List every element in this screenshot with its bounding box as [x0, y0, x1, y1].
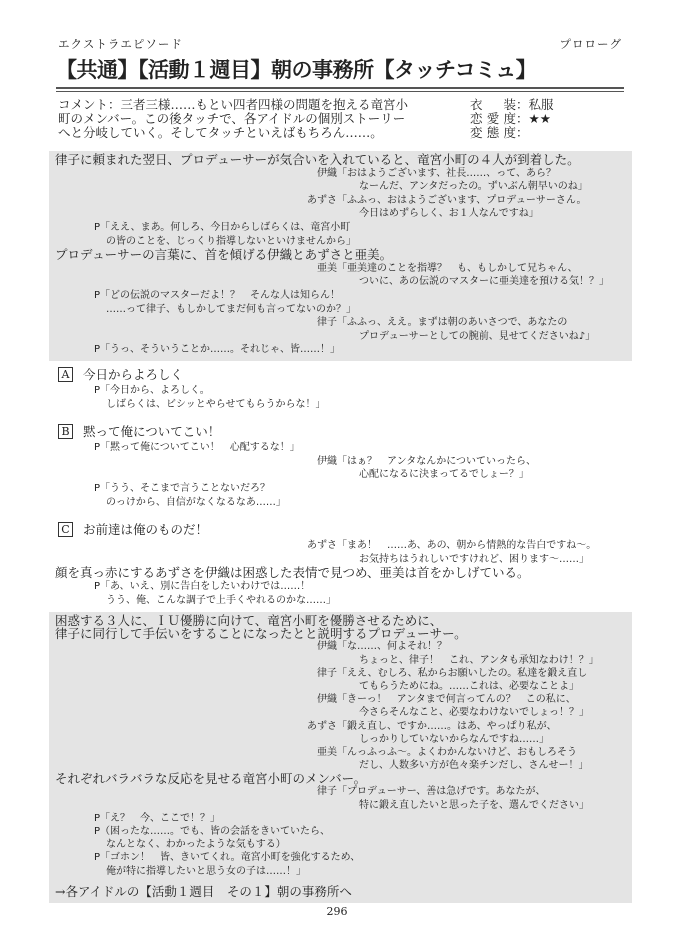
speaker-name: P: [93, 852, 100, 864]
dialogue-line: [49, 539, 632, 553]
dialogue-line: [49, 468, 632, 482]
dialogue-line: [49, 496, 632, 510]
dialogue-line: [49, 706, 632, 719]
dialogue-text: 「黙って俺についてこい！ 心配するな！」: [100, 442, 300, 454]
dialogue-line: [49, 330, 632, 344]
speaker-name: 伊織: [317, 167, 337, 179]
dialogue-text: （困ったな……。でも、皆の会話をきいていたら、: [100, 826, 330, 837]
dialogue-line: [49, 207, 632, 221]
next-scene-link[interactable]: →各アイドルの【活動１週目 その１】朝の事務所へ: [55, 883, 352, 899]
choice-label: 黙って俺についてこい！: [83, 424, 221, 440]
narration-line: プロデューサーの言葉に、首を傾げる伊織とあずさと亜美。: [55, 247, 393, 263]
speaker-name: 伊織: [317, 694, 337, 706]
dialogue-text: 「うう、そこまで言うことないだろ？: [100, 482, 270, 494]
dialogue-text: だし、人数多い方が色々楽チンだし、さんせー！」: [359, 760, 589, 772]
speaker-name: P: [93, 442, 100, 454]
dialogue-text: お気持ちはうれしいですけれど、困ります～……」: [359, 553, 589, 565]
dialogue-text: 「うっ、そういうことか……。それじゃ、皆……！」: [100, 344, 340, 356]
dialogue-text: 「ええ、むしろ、私からお願いしたの。私達を鍛え直し: [337, 667, 588, 679]
speaker-name: P: [93, 812, 100, 824]
choice-letter-box: B: [58, 424, 73, 439]
narration-line: 困惑する３人に、ＩＵ優勝に向けて、竜宮小町を優勝させるために、: [55, 613, 443, 628]
dialogue-text: のっけから、自信がなくなるなあ……」: [106, 496, 286, 508]
dialogue-line: [49, 262, 632, 276]
choice-option-c[interactable]: [49, 521, 632, 537]
dialogue-line: [49, 289, 632, 303]
attribute-value: ★★: [528, 111, 551, 126]
speaker-name: [49, 180, 337, 194]
attribute-sep: ：: [516, 111, 529, 126]
speaker-name: [49, 496, 100, 510]
dialogue-text: なんとなく、わかったような気もする）: [106, 839, 286, 851]
dialogue-text: 「な……、何よそれ！？: [337, 641, 447, 653]
speaker-name: [49, 398, 100, 412]
speaker-name: [49, 865, 100, 878]
speaker-name: P: [93, 482, 100, 494]
dialogue-line: [49, 482, 632, 496]
dialogue-text: ついに、あの伝説のマスターに亜美達を預ける気！？」: [359, 276, 609, 288]
speaker-name: P: [93, 385, 100, 396]
speaker-name: [49, 207, 337, 221]
dialogue-line: [49, 221, 632, 235]
attribute-perversion: [470, 126, 554, 140]
dialogue-text: 「まあ！ ……あ、あの、朝から情熱的な告白ですね～。: [337, 540, 597, 552]
attribute-sep: ：: [516, 125, 529, 140]
dialogue-text: 「おはようございます、社長……、って、あら？: [337, 167, 556, 179]
dialogue-text: しばらくは、ビシッとやらせてもらうからな！」: [106, 398, 326, 410]
narration-line: 律子に頼まれた翌日、プロデューサーが気合いを入れていると、竜宮小町の４人が到着した。: [55, 152, 580, 167]
dialogue-text: 「ゴホン！ 皆、きいてくれ。竜宮小町を強化するため、: [100, 852, 361, 864]
attribute-label: 衣 装: [470, 97, 516, 112]
dialogue-text: 心配になるに決まってるでしょー？」: [359, 469, 529, 481]
dialogue-line: [49, 167, 632, 181]
speaker-name: P: [93, 344, 100, 356]
dialogue-line: [49, 720, 632, 733]
speaker-name: 律子: [317, 667, 337, 679]
choice-option-a[interactable]: [49, 366, 632, 382]
speaker-name: 律子: [317, 317, 337, 329]
narration-line: 律子に同行して手伝いをすることになったとと説明するプロデューサー。: [55, 626, 467, 642]
speaker-name: あずさ: [307, 540, 337, 552]
speaker-name: [49, 468, 337, 482]
comment-line: コメント：三者三様……もとい四者四様の問題を抱える竜宮小: [58, 97, 409, 112]
attribute-value: 私服: [528, 97, 554, 112]
dialogue-line: [49, 455, 632, 469]
dialogue-line: [49, 785, 632, 798]
dialogue-line: [49, 693, 632, 706]
dialogue-text: 今さらそんなこと、必要なわけないでしょっ！？」: [359, 707, 589, 719]
attribute-costume: [470, 98, 554, 112]
dialogue-line: [49, 865, 632, 878]
running-header-right: プロローグ: [559, 37, 622, 51]
dialogue-text: なーんだ、アンタだったの。ずいぶん朝早いのね」: [359, 181, 588, 193]
dialogue-text: 「え？ 今、ここで！？」: [100, 812, 220, 824]
dialogue-text: 「鍛え直し、ですか……。はあ、やっぱり私が、: [337, 720, 557, 732]
dialogue-line: [49, 825, 632, 838]
dialogue-text: 「んっふっふ～。よくわかんないけど、おもしろそう: [337, 746, 577, 758]
page-number: 296: [326, 905, 348, 918]
dialogue-text: てもらうためにね。……これは、必要なことよ」: [359, 680, 579, 692]
dialogue-text: しっかりしていないからなんですね……」: [359, 733, 549, 745]
comment-line: へと分岐していく。そしてタッチといえばもちろん……。: [58, 125, 383, 140]
speaker-name: [49, 733, 337, 746]
dialogue-text: 「プロデューサー、善は急げです。あなたが、: [337, 786, 546, 798]
scene-outro-box: [49, 612, 632, 903]
dialogue-line: [49, 746, 632, 759]
running-header-left: エクストラエピソード: [58, 37, 183, 51]
speaker-name: [49, 654, 337, 667]
dialogue-text: 「どの伝説のマスターだよ！？ そんな人は知らん！: [100, 289, 340, 301]
dialogue-line: [49, 384, 632, 398]
attribute-affection: [470, 112, 554, 126]
dialogue-line: [49, 398, 632, 412]
speaker-name: 亜美: [317, 746, 337, 758]
dialogue-text: 「亜美達のことを指導？ も、もしかして兄ちゃん、: [337, 262, 578, 274]
comment-block: [58, 98, 428, 140]
attribute-label: 恋愛度: [470, 111, 516, 126]
speaker-name: P: [93, 221, 100, 233]
dialogue-text: 特に鍛え直したいと思った子を、選んでください」: [359, 799, 589, 811]
attribute-list: [470, 98, 554, 140]
dialogue-line: [49, 180, 632, 194]
speaker-name: 伊織: [317, 455, 337, 467]
speaker-name: 伊織: [317, 641, 337, 653]
speaker-name: [49, 235, 100, 249]
dialogue-line: [49, 640, 632, 653]
dialogue-text: 「きーっ！ アンタまで何言ってんの？ この私に、: [337, 694, 576, 706]
dialogue-line: [49, 303, 632, 317]
dialogue-text: 「ええ、まあ。何しろ、今日からしばらくは、竜宮小町: [100, 221, 351, 233]
speaker-name: [49, 594, 100, 608]
dialogue-text: 「今日から、よろしく。: [100, 385, 210, 396]
speaker-name: [49, 706, 337, 719]
title-underline: [56, 87, 624, 92]
dialogue-line: [49, 343, 632, 357]
speaker-name: P: [93, 289, 100, 301]
dialogue-text: ……って律子、もしかしてまだ何も言ってないのか？」: [106, 303, 356, 315]
narration-line: それぞれバラバラな反応を見せる竜宮小町のメンバー。: [55, 771, 367, 787]
page-title: 【共通】【活動１週目】朝の事務所【タッチコミュ】: [56, 58, 537, 82]
speaker-name: [49, 275, 337, 289]
dialogue-text: 「ふふっ、ええ。まずは朝のあいさつで、あなたの: [337, 317, 568, 329]
dialogue-line: [49, 580, 632, 594]
attribute-label: 変態度: [470, 125, 516, 140]
dialogue-text: 俺が特に指導したいと思う女の子は……！」: [106, 865, 306, 877]
dialogue-text: プロデューサーとしての腕前、見せてくださいね♪」: [359, 330, 596, 342]
dialogue-line: [49, 733, 632, 746]
dialogue-text: 「あ、いえ、別に告白をしたいわけでは……！: [100, 580, 311, 592]
speaker-name: [49, 330, 337, 344]
speaker-name: P: [93, 826, 100, 837]
dialogue-text: の皆のことを、じっくり指導しないといけませんから」: [106, 235, 356, 247]
dialogue-line: [49, 275, 632, 289]
scene-intro-box: [49, 151, 632, 361]
choice-label: お前達は俺のものだ！: [83, 522, 209, 538]
speaker-name: [49, 553, 337, 567]
dialogue-line: [49, 799, 632, 812]
speaker-name: あずさ: [307, 194, 337, 206]
speaker-name: P: [93, 580, 100, 592]
dialogue-line: [49, 667, 632, 680]
speaker-name: [49, 838, 100, 851]
dialogue-line: [49, 235, 632, 249]
speaker-name: あずさ: [307, 720, 337, 732]
speaker-name: [49, 799, 337, 812]
dialogue-line: [49, 594, 632, 608]
dialogue-text: 「ふふっ、おはようございます、プロデューサーさん。: [337, 194, 587, 206]
dialogue-line: [49, 316, 632, 330]
dialogue-line: [49, 812, 632, 825]
choice-letter-box: C: [58, 522, 73, 537]
speaker-name: [49, 680, 337, 693]
dialogue-text: 今日はめずらしく、お１人なんですね」: [359, 208, 539, 220]
speaker-name: 律子: [317, 786, 337, 798]
choice-section: [49, 364, 632, 607]
choice-letter-box: A: [58, 367, 73, 382]
dialogue-line: [49, 838, 632, 851]
choice-label: 今日からよろしく: [83, 367, 184, 382]
narration-line: 顔を真っ赤にするあずさを伊織は困惑した表情で見つめ、亜美は首をかしげている。: [55, 565, 530, 581]
comment-line: 町のメンバー。この後タッチで、各アイドルの個別ストーリー: [58, 111, 406, 126]
attribute-sep: ：: [516, 97, 529, 112]
dialogue-line: [49, 851, 632, 864]
dialogue-text: うう、俺、こんな調子で上手くやれるのかな……」: [106, 594, 336, 606]
dialogue-line: [49, 654, 632, 667]
dialogue-line: [49, 194, 632, 208]
dialogue-line: [49, 553, 632, 567]
dialogue-line: [49, 441, 632, 455]
speaker-name: 亜美: [317, 262, 337, 274]
dialogue-line: [49, 680, 632, 693]
choice-option-b[interactable]: [49, 423, 632, 439]
dialogue-text: 「はぁ？ アンタなんかについていったら、: [337, 455, 536, 467]
dialogue-text: ちょっと、律子！ これ、アンタも承知なわけ！？」: [359, 654, 599, 666]
speaker-name: [49, 303, 100, 317]
